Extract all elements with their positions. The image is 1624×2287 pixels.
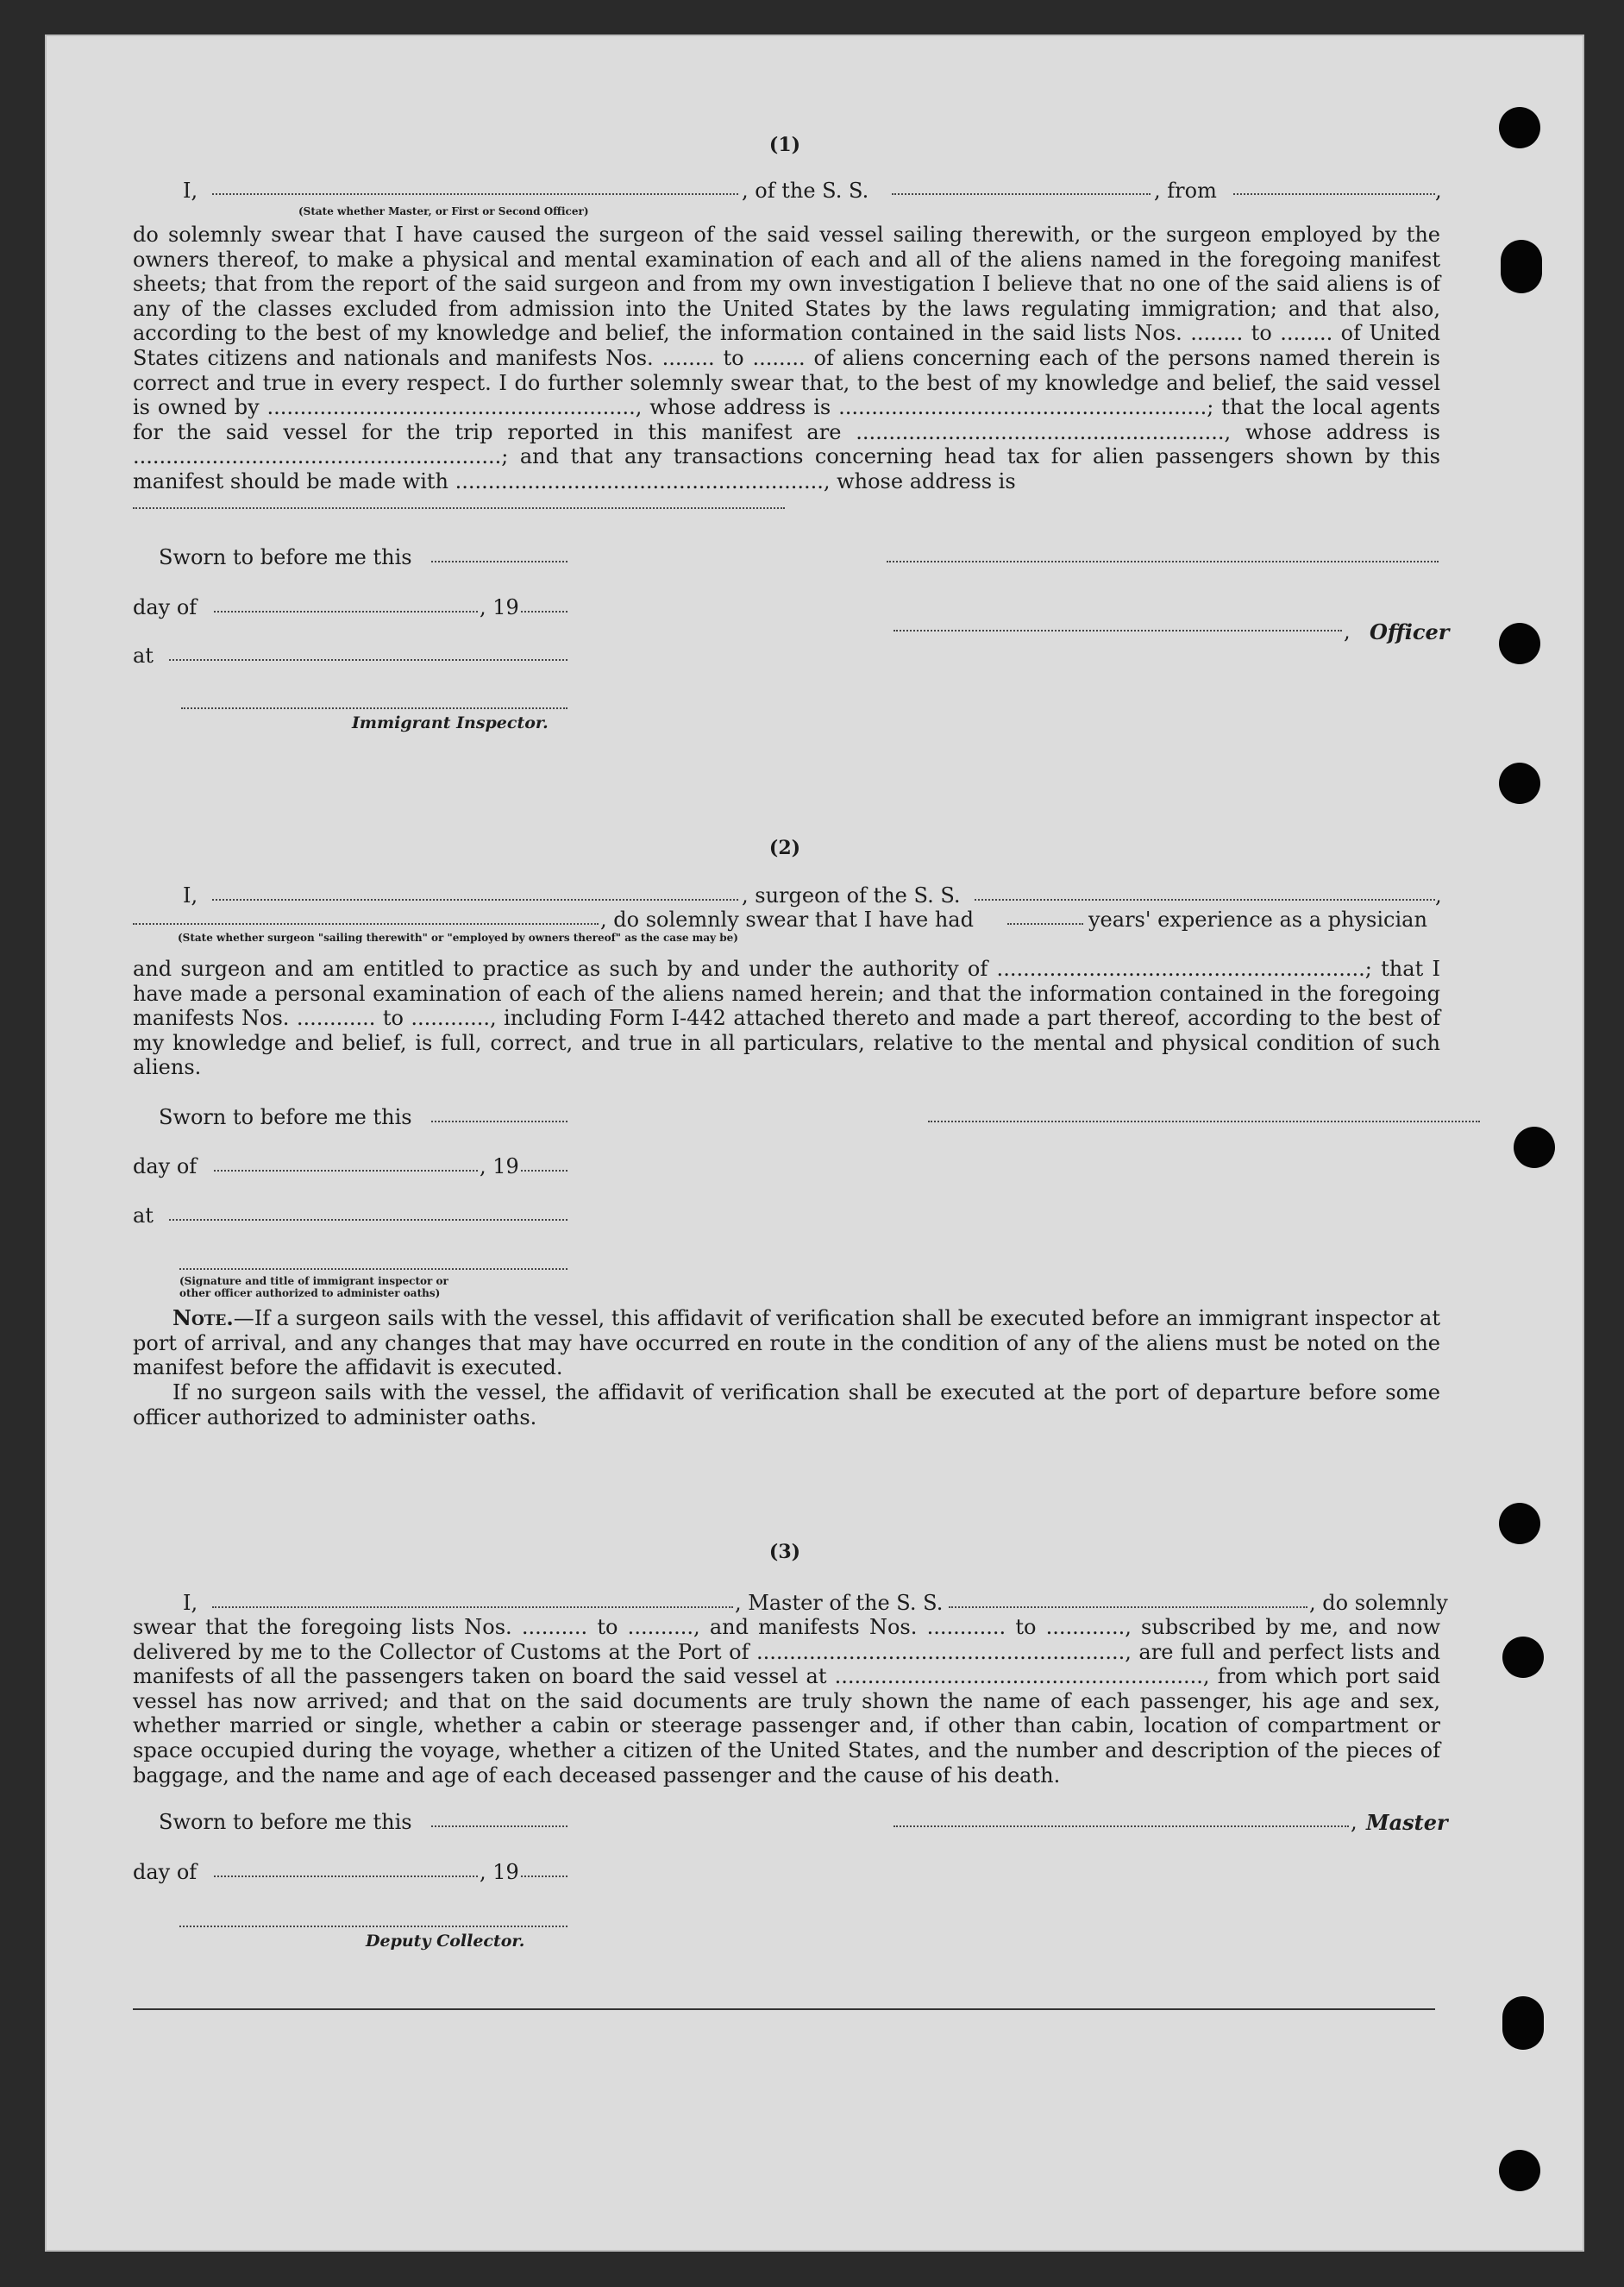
section-3-year-field[interactable] [521, 1874, 567, 1877]
section-3-month-field[interactable] [214, 1874, 478, 1877]
section-1-number: (1) [768, 134, 801, 156]
punch-hole [1499, 1503, 1540, 1544]
note-lead: Note. [172, 1305, 234, 1330]
section-2-month-field[interactable] [214, 1168, 478, 1172]
section-2-year: , 19 [480, 1154, 519, 1178]
section-3-sworn-date-field[interactable] [431, 1824, 567, 1827]
section-1-year-field[interactable] [521, 609, 567, 613]
note-paragraph-1 [133, 1306, 1440, 1380]
section-3-sworn: Sworn to before me this [159, 1810, 412, 1834]
section-1-at: at [133, 644, 154, 668]
deputy-collector-signature-field[interactable] [179, 1924, 567, 1927]
section-1-inspector-signature-field[interactable] [181, 706, 567, 709]
address-continuation-field[interactable] [133, 506, 785, 509]
surgeon-note: (State whether surgeon "sailing therewith" or "employed by owners thereof" as the case may be) [178, 932, 738, 944]
section-3-solemnly: , do solemnly [1309, 1591, 1448, 1615]
section-3-i: I, [183, 1591, 198, 1615]
section-1-month-field[interactable] [214, 609, 478, 613]
section-3-body: swear that the foregoing lists Nos. .......... to .........., and manifests Nos. ............ to ............, subscribed by me, and now delivered by me to the Collector of Customs at the Port of ........................................................, are full and perfect lists and manifests of all the passengers taken on board the said vessel at ........................................................, from which port said vessel has now arrived; and that on the said documents are truly shown the name of each passenger, his age and sex, whether married or single, whether a cabin or steerage passenger and, if other than cabin, location of compartment or space occupied during the voyage, whether a citizen of the United States, and the number and description of the pieces of baggage, and the name and age of each deceased passenger and the cause of his death. [133, 1615, 1440, 1788]
section-2-day-of: day of [133, 1154, 198, 1178]
section-1-sworn-date-field[interactable] [431, 559, 567, 562]
section-2-year-field[interactable] [521, 1168, 567, 1172]
punch-hole [1499, 2150, 1540, 2191]
section-1-officer-label: Officer [1370, 619, 1450, 644]
deputy-collector-label: Deputy Collector. [366, 1932, 525, 1951]
section-2-i: I, [183, 883, 198, 908]
punch-hole [1502, 1996, 1544, 2050]
section-3-master-label: Master [1366, 1810, 1448, 1835]
bottom-rule [133, 2007, 1435, 2010]
section-3-vessel-field[interactable] [949, 1605, 1307, 1608]
section-2-end: , [1435, 883, 1442, 908]
section-1-of-ss: , of the S. S. [742, 179, 869, 203]
section-1-from: , from [1154, 179, 1217, 203]
section-2-number: (2) [768, 837, 801, 859]
section-2-vessel-field[interactable] [975, 897, 1435, 901]
from-port-field[interactable] [1233, 192, 1435, 195]
section-1-day-of: day of [133, 595, 198, 619]
section-1-inspector-label: Immigrant Inspector. [352, 713, 549, 732]
section-1-officer-signature-field[interactable] [887, 559, 1439, 562]
vessel-name-field[interactable] [892, 192, 1151, 195]
note-text-1: —If a surgeon sails with the vessel, this affidavit of verification shall be executed before an immigrant inspector at port of arrival, and any changes that may have occurred en route in the condition of any of the aliens must be noted on the manifest before the affidavit is executed. [133, 1306, 1440, 1380]
surgeon-name-field[interactable] [212, 897, 738, 901]
section-1-place-field[interactable] [169, 657, 567, 661]
punch-hole [1501, 240, 1542, 293]
section-3-year: , 19 [480, 1860, 519, 1884]
signature-note-line-1: (Signature and title of immigrant inspector or [179, 1275, 448, 1287]
section-2-sworn-date-field[interactable] [431, 1119, 567, 1122]
section-1-officer-name-field[interactable] [894, 628, 1342, 631]
signature-note-line-2: other officer authorized to administer oaths) [179, 1287, 441, 1299]
punch-hole [1514, 1127, 1555, 1168]
note-paragraph-2: If no surgeon sails with the vessel, the affidavit of verification shall be executed at the port of departure before some officer authorized to administer oaths. [133, 1380, 1440, 1429]
surgeon-status-field[interactable] [133, 921, 599, 925]
section-1-year: , 19 [480, 595, 519, 619]
section-3-master-name-field[interactable] [212, 1605, 733, 1608]
section-1-end: , [1435, 179, 1442, 203]
section-3-master-signature-field[interactable] [894, 1824, 1349, 1827]
master-name-field[interactable] [212, 192, 738, 195]
section-2-at: at [133, 1203, 154, 1228]
master-note: (State whether Master, or First or Second Officer) [298, 205, 589, 217]
section-2-surgeon-signature-field[interactable] [928, 1119, 1480, 1122]
years-experience-field[interactable] [1007, 921, 1083, 925]
section-3-number: (3) [768, 1541, 801, 1563]
section-1-body: do solemnly swear that I have caused the surgeon of the said vessel sailing therewith, or the surgeon employed by the owners thereof, to make a physical and mental examination of each and all of the aliens named in the foregoing manifest sheets; that from the report of the said surgeon and from my own investigation I believe that no one of the said aliens is of any of the classes excluded from admission into the United States by the laws regulating immigration; and that also, according to the best of my knowledge and belief, the information contained in the said lists Nos. ........ to ........ of United States citizens and nationals and manifests Nos. ........ to ........ of aliens concerning each of the persons named therein is correct and true in every respect. I do further solemnly swear that, to the best of my knowledge and belief, the said vessel is owned by ........................................................, whose address is ........................................................; that the local agents for the said vessel for the trip reported in this manifest are ........................................................, whose address is ........................................................; and that any transactions concerning head tax for alien passengers shown by this manifest should be made with ........................................................, whose address is [133, 223, 1440, 493]
section-2-years: years' experience as a physician [1088, 908, 1427, 932]
section-1-officer-comma: , [1344, 619, 1351, 644]
punch-hole [1499, 623, 1540, 664]
section-1-i: I, [183, 179, 198, 203]
punch-hole [1499, 107, 1540, 148]
section-1-sworn: Sworn to before me this [159, 545, 412, 569]
section-3-master-comma: , [1351, 1810, 1358, 1834]
section-2-body: and surgeon and am entitled to practice as such by and under the authority of ........................................................; that I have made a personal examination of each of the aliens named herein; and that the information contained in the foregoing manifests Nos. ............ to ............, including Form I-442 attached thereto and made a part thereof, according to the best of my knowledge and belief, is full, correct, and true in all particulars, relative to the mental and physical condition of such aliens. [133, 957, 1440, 1080]
section-2-surgeon-of: , surgeon of the S. S. [742, 883, 961, 908]
section-2-sworn: Sworn to before me this [159, 1105, 412, 1129]
section-2-inspector-signature-field[interactable] [179, 1266, 567, 1270]
section-2-place-field[interactable] [169, 1217, 567, 1221]
punch-hole [1499, 763, 1540, 804]
section-3-master-of: , Master of the S. S. [735, 1591, 944, 1615]
section-2-swear: , do solemnly swear that I have had [600, 908, 974, 932]
section-3-day-of: day of [133, 1860, 198, 1884]
punch-hole [1502, 1637, 1544, 1678]
